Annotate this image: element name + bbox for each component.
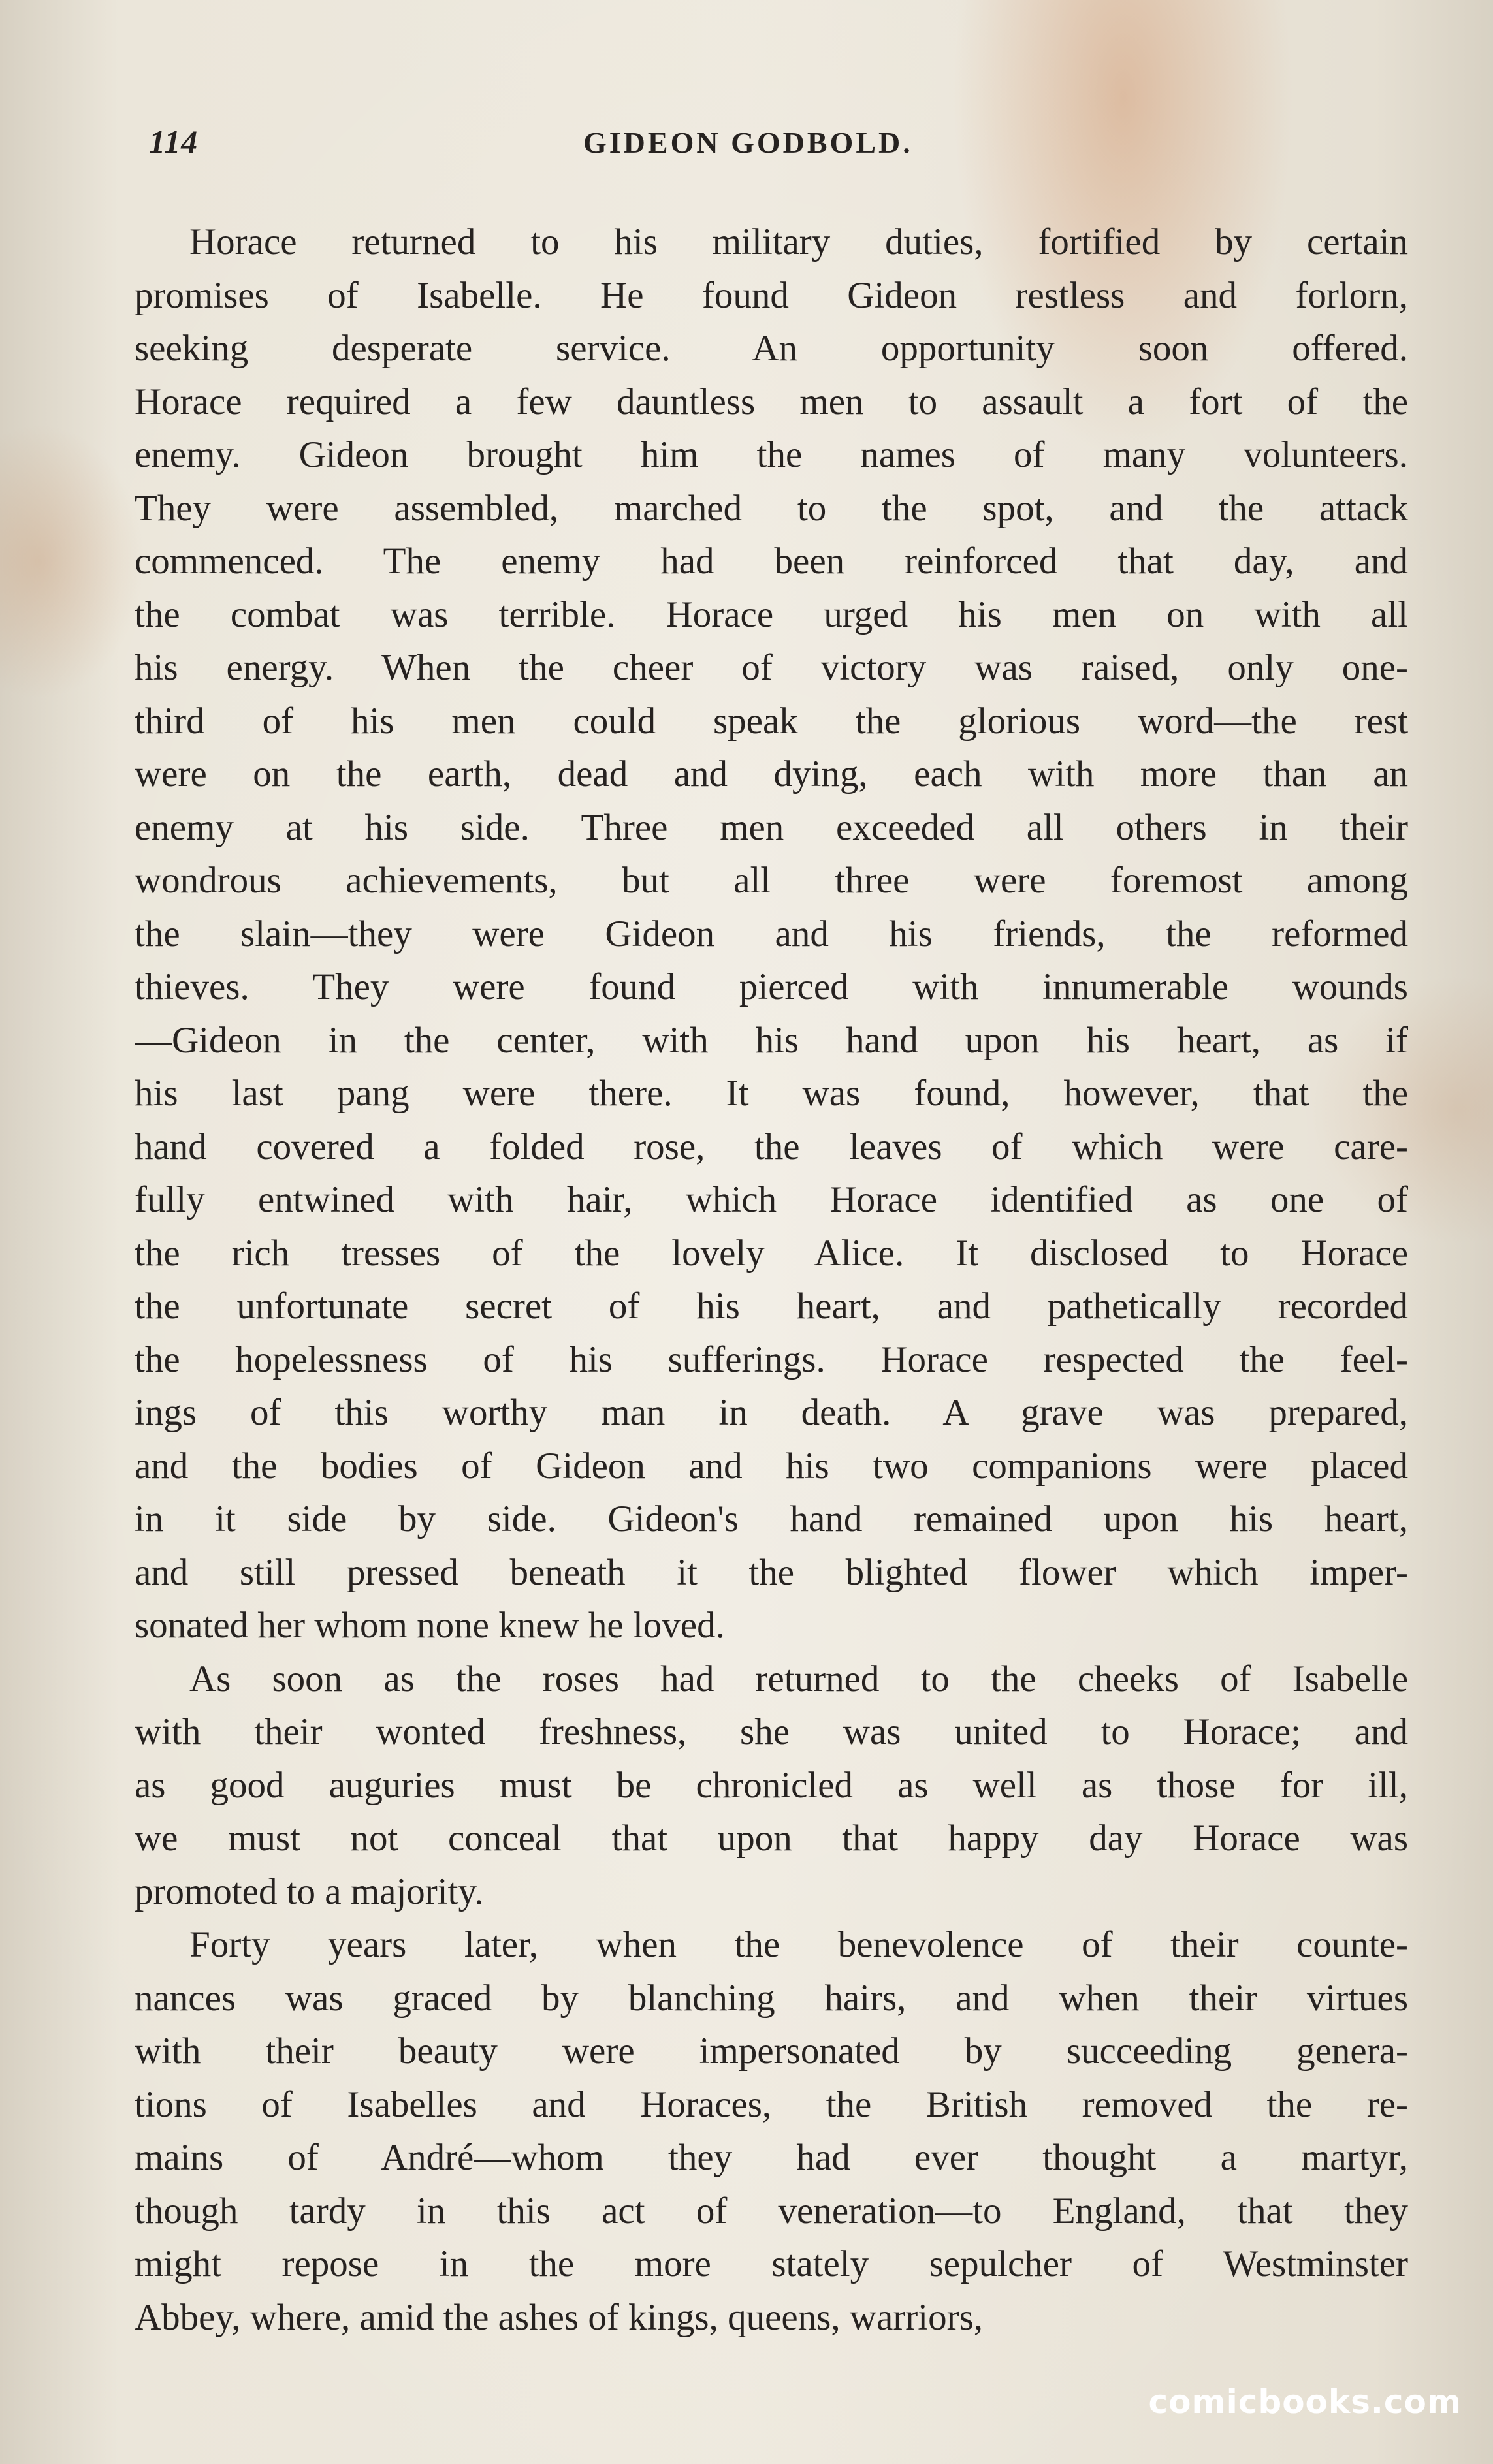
text-line: the slain—they were Gideon and his friends, the reformed [135, 913, 1408, 955]
text-line: his energy. When the cheer of victory was raised, only one- [135, 647, 1408, 688]
text-line: sonated her whom none knew he loved. [135, 1605, 725, 1646]
text-line: —Gideon in the center, with his hand upon his heart, as if [135, 1019, 1408, 1061]
text-line: the unfortunate secret of his heart, and pathetically recorded [135, 1286, 1408, 1327]
text-line: tions of Isabelles and Horaces, the British removed the re- [135, 2083, 1408, 2125]
running-title: GIDEON GODBOLD. [583, 126, 913, 159]
text-line: the rich tresses of the lovely Alice. It disclosed to Horace [135, 1232, 1408, 1274]
text-line: Abbey, where, amid the ashes of kings, queens, warriors, [135, 2296, 984, 2338]
running-header [0, 123, 1493, 168]
text-line: wondrous achievements, but all three were foremost among [135, 860, 1408, 901]
paragraph [135, 1918, 1408, 2344]
text-line: with their wonted freshness, she was united to Horace; and [135, 1711, 1408, 1752]
page-number: 114 [149, 123, 199, 160]
text-line: mains of André—whom they had ever thought a martyr, [135, 2137, 1408, 2178]
text-line: enemy at his side. Three men exceeded all others in their [135, 806, 1408, 848]
text-line: enemy. Gideon brought him the names of many volunteers. [135, 434, 1408, 475]
text-line: promoted to a majority. [135, 1871, 484, 1912]
text-line: Horace returned to his military duties, fortified by certain [189, 221, 1408, 262]
text-line: were on the earth, dead and dying, each with more than an [135, 753, 1408, 795]
text-line: we must not conceal that upon that happy day Horace was [135, 1818, 1408, 1859]
text-line: promises of Isabelle. He found Gideon restless and forlorn, [135, 274, 1408, 316]
text-line: thieves. They were found pierced with innumerable wounds [135, 966, 1408, 1007]
text-line: the combat was terrible. Horace urged his men on with all [135, 593, 1408, 635]
text-line: nances was graced by blanching hairs, and when their virtues [135, 1977, 1408, 2019]
text-line: and the bodies of Gideon and his two companions were placed [135, 1445, 1408, 1487]
text-line: in it side by side. Gideon's hand remained upon his heart, [135, 1498, 1408, 1540]
paragraph [135, 1652, 1408, 1919]
text-line: with their beauty were impersonated by succeeding genera- [135, 2030, 1408, 2072]
text-line: commenced. The enemy had been reinforced that day, and [135, 541, 1408, 582]
text-line: As soon as the roses had returned to the cheeks of Isabelle [189, 1658, 1408, 1699]
text-line: They were assembled, marched to the spot, and the attack [135, 487, 1408, 529]
body-text [135, 215, 1408, 2344]
paragraph [135, 215, 1408, 1652]
text-line: hand covered a folded rose, the leaves of which were care- [135, 1126, 1408, 1167]
text-line: fully entwined with hair, which Horace identified as one of [135, 1179, 1408, 1220]
text-line: as good auguries must be chronicled as well as those for ill, [135, 1764, 1408, 1806]
text-line: the hopelessness of his sufferings. Horace respected the feel- [135, 1338, 1408, 1380]
text-line: though tardy in this act of veneration—to England, that they [135, 2190, 1408, 2232]
text-line: might repose in the more stately sepulcher of Westminster [135, 2243, 1408, 2284]
site-watermark: comicbooks.com [1148, 2383, 1462, 2421]
text-line: his last pang were there. It was found, however, that the [135, 1073, 1408, 1114]
text-line: and still pressed beneath it the blighted flower which imper- [135, 1551, 1408, 1593]
text-line: seeking desperate service. An opportunity soon offered. [135, 328, 1408, 369]
text-line: Forty years later, when the benevolence of their counte- [189, 1924, 1408, 1965]
text-line: ings of this worthy man in death. A grave was prepared, [135, 1392, 1408, 1433]
text-line: Horace required a few dauntless men to assault a fort of the [135, 381, 1408, 422]
text-line: third of his men could speak the glorious word—the rest [135, 700, 1408, 742]
